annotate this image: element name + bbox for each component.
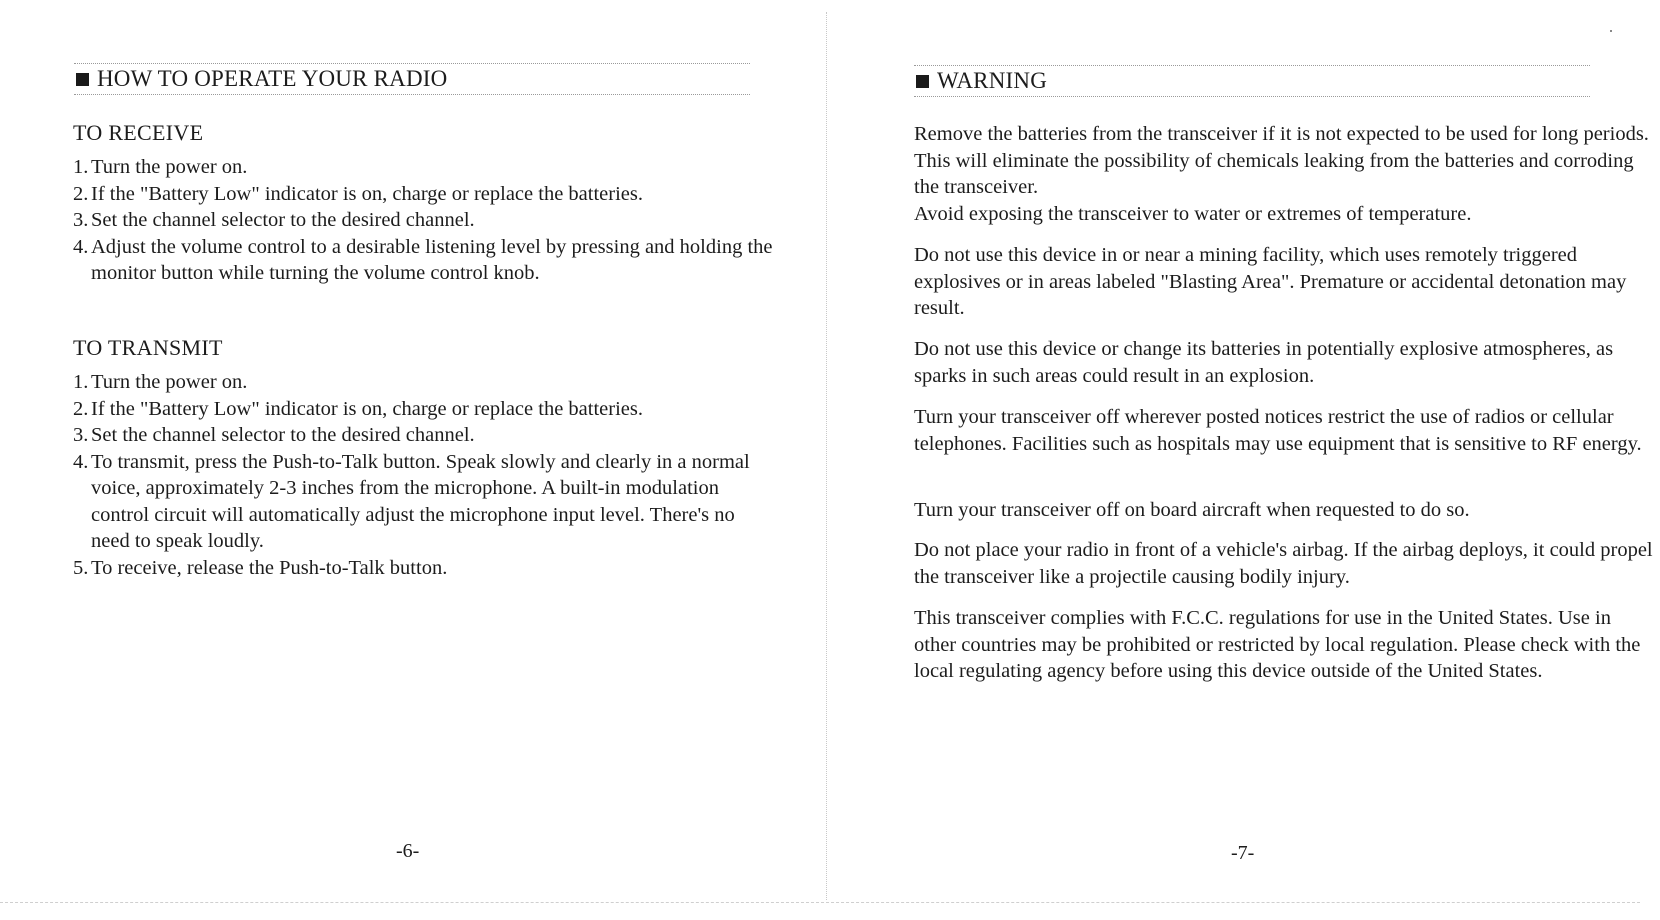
- page-number: -6-: [396, 840, 420, 862]
- warning-paragraph: Do not place your radio in front of a vehicle's airbag. If the airbag deploys, it could propel the transceiver like a projectile causing bodily injury.: [914, 539, 1653, 588]
- warning-paragraph: Turn your transceiver off wherever posted notices restrict the use of radios or cellular telephones. Facilities such as hospitals may use equipment that is sensitive to RF energy.: [914, 406, 1642, 455]
- warning-paragraph: This transceiver complies with F.C.C. regulations for use in the United States. Use in other countries may be prohibited or restricted by local regulation. Please check with the local regulating agency before using this device outside of the United States.: [914, 607, 1641, 682]
- transmit-step: 4. To transmit, press the Push-to-Talk button. Speak slowly and clearly in a normal voice, approximately 2-3 inches from the microphone. A built-in modulation control circuit will automatically adjust the microphone input level. There's no need to speak loudly.: [73, 450, 750, 552]
- warning-section-header: [914, 65, 1590, 97]
- warning-paragraph: Turn your transceiver off on board aircraft when requested to do so.: [914, 499, 1470, 521]
- warning-heading: WARNING: [937, 68, 1047, 93]
- page-spine: [826, 12, 827, 900]
- warning-paragraph: Do not use this device or change its batteries in potentially explosive atmospheres, as sparks in such areas could result in an explosion.: [914, 338, 1614, 387]
- warning-paragraph: Remove the batteries from the transceiver if it is not expected to be used for long periods. This will eliminate the possibility of chemicals leaking from the batteries and corroding the transceiver. Avoid exposing the transceiver to water or extremes of temperature.: [914, 123, 1649, 225]
- receive-step: 2. If the "Battery Low" indicator is on, charge or replace the batteries.: [73, 182, 643, 205]
- square-bullet-icon: [76, 73, 89, 86]
- transmit-step: 5. To receive, release the Push-to-Talk button.: [73, 556, 448, 579]
- operate-section-header: [74, 63, 750, 95]
- receive-step: 1. Turn the power on.: [73, 156, 248, 178]
- receive-title: TO RECEIVE: [73, 120, 204, 145]
- receive-step: 3. Set the channel selector to the desired channel.: [73, 209, 475, 231]
- transmit-step: 3. Set the channel selector to the desired channel.: [73, 424, 475, 446]
- page-right: [828, 0, 1660, 900]
- operate-heading: HOW TO OPERATE YOUR RADIO: [97, 66, 448, 91]
- page-left: [0, 0, 826, 900]
- square-bullet-icon: [916, 75, 929, 88]
- receive-steps: [73, 154, 773, 287]
- transmit-steps: [73, 369, 773, 581]
- page-number: -7-: [1231, 842, 1255, 864]
- receive-step: 4. Adjust the volume control to a desirable listening level by pressing and holding the monitor button while turning the volume control knob.: [73, 235, 773, 284]
- transmit-step: 1. Turn the power on.: [73, 371, 248, 393]
- bottom-page-edge: [0, 902, 1640, 903]
- transmit-step: 2. If the "Battery Low" indicator is on, charge or replace the batteries.: [73, 397, 643, 420]
- warning-paragraph: Do not use this device in or near a mining facility, which uses remotely triggered explosives or in areas labeled "Blasting Area". Premature or accidental detonation may result.: [914, 244, 1627, 319]
- transmit-title: TO TRANSMIT: [73, 335, 223, 360]
